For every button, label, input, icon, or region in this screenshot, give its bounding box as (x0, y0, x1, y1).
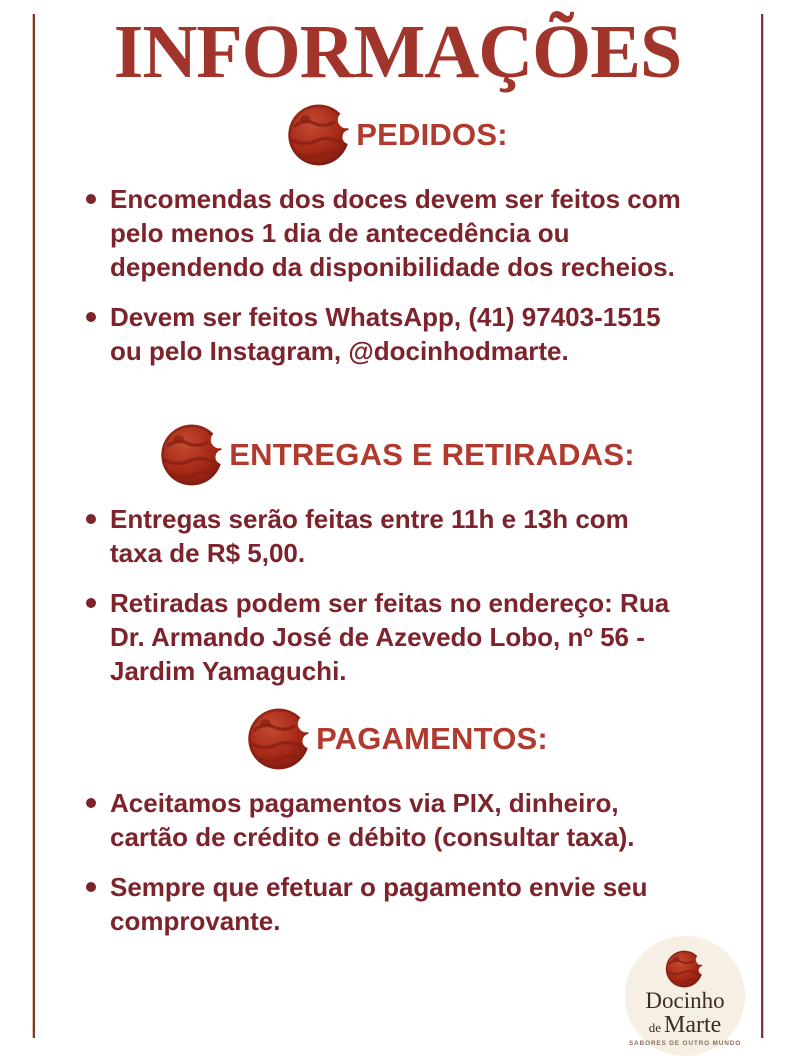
mars-bite-icon (247, 706, 313, 772)
bullet-item (80, 786, 740, 854)
section-heading-label: ENTREGAS E RETIRADAS: (229, 437, 635, 472)
bullet-line: Encomendas dos doces devem ser feitos com (110, 184, 681, 214)
right-border-line (761, 14, 764, 1038)
bullet-line: comprovante. (110, 906, 281, 936)
pagamentos-bullet-list (80, 786, 740, 938)
bullet-item (80, 502, 740, 570)
bullet-line: Entregas serão feitas entre 11h e 13h com (110, 504, 629, 534)
bullet-item (80, 182, 740, 284)
left-border-line (32, 14, 35, 1038)
flyer-page (0, 10, 795, 1047)
brand-name-line1: Docinho (645, 988, 725, 1013)
section-heading-label: PEDIDOS: (356, 117, 508, 152)
section-heading-label: PAGAMENTOS: (316, 721, 548, 756)
bullet-line: ou pelo Instagram, @docinhodmarte. (110, 336, 569, 366)
bullet-line: Aceitamos pagamentos via PIX, dinheiro, (110, 788, 619, 818)
section-heading-pedidos (0, 102, 795, 168)
brand-name-main: Marte (663, 1012, 722, 1038)
section-heading-entregas (0, 422, 795, 488)
mars-bite-icon (160, 422, 226, 488)
pedidos-bullet-list (80, 182, 740, 368)
bullet-line: Jardim Yamaguchi. (110, 656, 347, 686)
bullet-item (80, 870, 740, 938)
bullet-line: Sempre que efetuar o pagamento envie seu (110, 872, 648, 902)
bullet-line: cartão de crédito e débito (consultar taxa). (110, 822, 635, 852)
brand-logo-badge (625, 936, 745, 1056)
brand-name-line2 (649, 1013, 722, 1037)
bullet-line: dependendo da disponibilidade dos recheios. (110, 252, 675, 282)
brand-name-prefix: de (648, 1020, 661, 1035)
entregas-bullet-list (80, 502, 740, 688)
bullet-line: Devem ser feitos WhatsApp, (41) 97403-1515 (110, 302, 661, 332)
mars-bite-icon (665, 949, 705, 989)
bullet-line: taxa de R$ 5,00. (110, 538, 306, 568)
section-heading-pagamentos (0, 706, 795, 772)
bullet-item (80, 300, 740, 368)
bullet-item (80, 586, 740, 688)
mars-bite-icon (287, 102, 353, 168)
bullet-line: Retiradas podem ser feitas no endereço: Rua (110, 588, 670, 618)
bullet-line: Dr. Armando José de Azevedo Lobo, nº 56 - (110, 622, 645, 652)
bullet-line: pelo menos 1 dia de antecedência ou (110, 218, 570, 248)
brand-tagline: SABORES DE OUTRO MUNDO (628, 1040, 742, 1047)
page-title: INFORMAÇÕES (113, 10, 682, 94)
